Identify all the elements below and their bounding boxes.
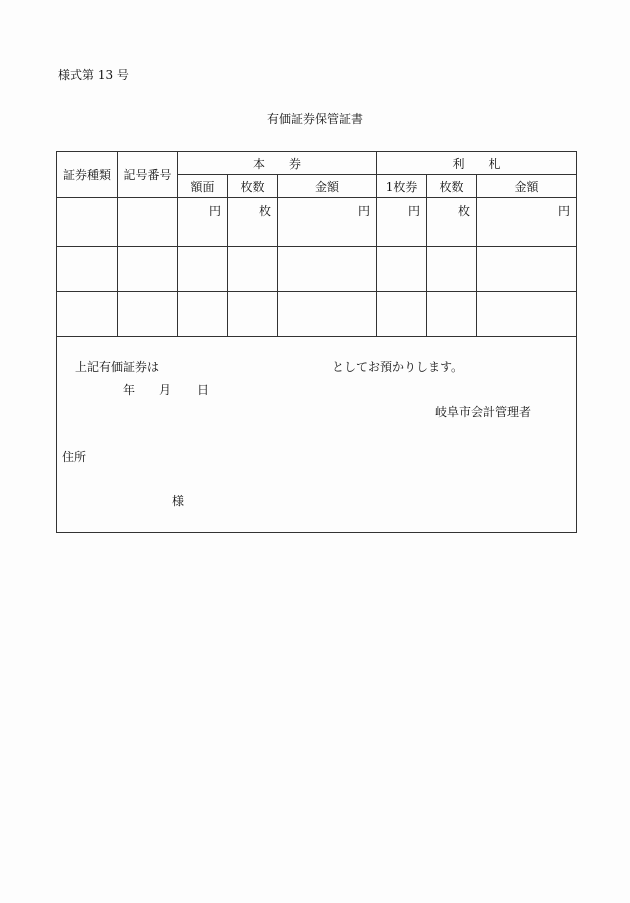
date-month-label: 月 <box>159 383 172 397</box>
table-cell[interactable] <box>427 247 477 292</box>
table-cell[interactable] <box>228 247 278 292</box>
table-cell[interactable] <box>278 247 377 292</box>
unit-label: 円 <box>178 198 228 247</box>
table-cell[interactable] <box>178 247 228 292</box>
table-cell[interactable] <box>57 292 118 337</box>
table-cell[interactable] <box>57 198 118 247</box>
date-year-label: 年 <box>123 383 136 397</box>
address-label: 住所 <box>62 450 87 464</box>
unit-label: 枚 <box>228 198 278 247</box>
table-cell[interactable] <box>278 292 377 337</box>
table-cell[interactable] <box>477 247 577 292</box>
table-cell[interactable] <box>57 247 118 292</box>
header-interest-coupon: 利 札 <box>377 152 577 175</box>
table-cell[interactable] <box>228 292 278 337</box>
header-principal: 本 券 <box>178 152 377 175</box>
unit-label: 枚 <box>427 198 477 247</box>
certificate-box <box>56 332 577 533</box>
table-cell[interactable] <box>178 292 228 337</box>
unit-label: 円 <box>278 198 377 247</box>
form-number: 様式第 13 号 <box>58 68 129 82</box>
issuer-name: 岐阜市会計管理者 <box>435 405 532 419</box>
header-coupon-count: 枚数 <box>427 175 477 198</box>
table-cell[interactable] <box>377 247 427 292</box>
statement-prefix: 上記有価証券は <box>75 360 160 374</box>
header-serial-number: 記号番号 <box>118 152 178 198</box>
table-cell[interactable] <box>427 292 477 337</box>
statement-suffix: としてお預かりします。 <box>332 360 464 374</box>
header-principal-count: 枚数 <box>228 175 278 198</box>
unit-label: 円 <box>377 198 427 247</box>
document-title: 有価証券保管証書 <box>266 112 363 126</box>
header-coupon-unit: 1枚券 <box>377 175 427 198</box>
table-cell[interactable] <box>118 292 178 337</box>
date-day-label: 日 <box>197 383 210 397</box>
table-cell[interactable] <box>118 247 178 292</box>
table-row <box>57 198 577 247</box>
header-security-type: 証券種類 <box>57 152 118 198</box>
securities-table <box>56 151 577 337</box>
table-row <box>57 247 577 292</box>
honorific-label: 様 <box>172 494 185 508</box>
header-coupon-amount: 金額 <box>477 175 577 198</box>
table-row <box>57 292 577 337</box>
unit-label: 円 <box>477 198 577 247</box>
table-cell[interactable] <box>118 198 178 247</box>
header-principal-amount: 金額 <box>278 175 377 198</box>
table-cell[interactable] <box>377 292 427 337</box>
table-cell[interactable] <box>477 292 577 337</box>
header-face-value: 額面 <box>178 175 228 198</box>
